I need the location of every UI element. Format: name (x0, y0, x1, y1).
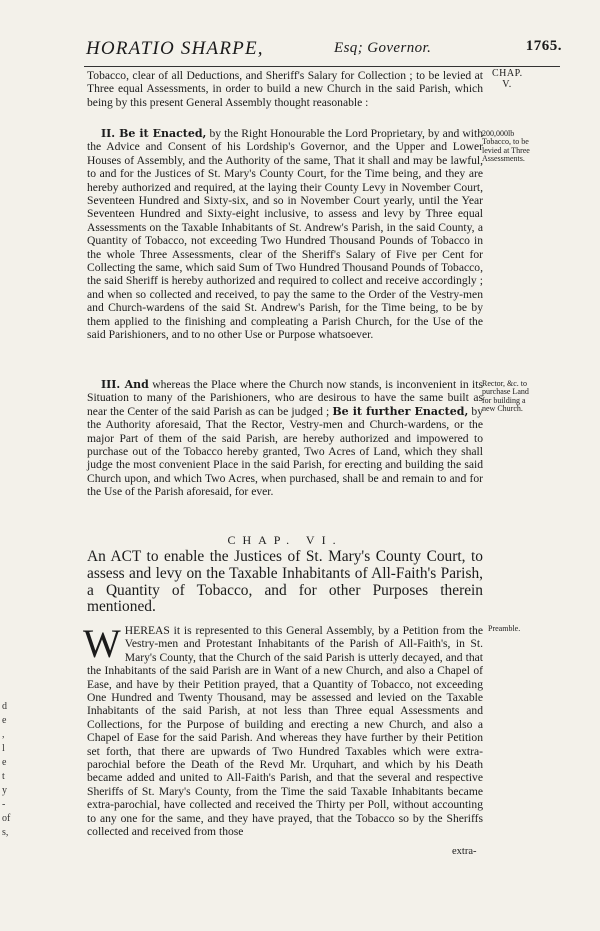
section-ii-paragraph (87, 127, 483, 342)
edge-letter: s, (2, 827, 9, 838)
margin-note-rector: Rector, &c. to purchase Land for building a new Church. (482, 379, 529, 414)
edge-letter: - (2, 799, 6, 810)
chapter-heading: CHAP. VI. (227, 533, 343, 547)
edge-letter: e (2, 715, 7, 726)
header-title: Esq; Governor. (334, 40, 432, 56)
catchword: extra- (452, 846, 477, 857)
edge-letter: y (2, 785, 7, 796)
edge-letter: d (2, 701, 7, 712)
section-iii-enacted: Be it further Enacted, (332, 404, 469, 418)
edge-letter: of (2, 813, 11, 824)
margin-note-preamble: Preamble. (488, 624, 521, 633)
edge-letter: l (2, 743, 5, 754)
edge-letter: , (2, 729, 5, 740)
header-name: HORATIO SHARPE, (86, 38, 264, 59)
section-iii-text-b: by the Authority aforesaid, That the Rector, Vestry-men and Church-wardens, or the major Part of them of the said Parish, are hereby authorized and impowered to purchase out of the Tobacco hereby granted, Two Acres of Land, which they shall judge the most convenient Place in the said Parish, for erecting and building the said Church upon, and which Two Acres, when purchased, shall be and remain to and for the Use of the Parish aforesaid, for ever. (87, 404, 483, 499)
margin-chapter-label: CHAP. V. (492, 68, 523, 90)
header-rule (84, 66, 560, 67)
section-ii-text: by the Right Honourable the Lord Proprietary, by and with the Advice and Consent of his Lordship's Governor, and the Upper and Lower Houses of Assembly, and the Authority of the same, That it shall and may be lawful, to and for the Justices of St. Mary's County Court, for the Time being, and they are hereby authorized and required, at the laying their County Levy in November Court, Seventeen Hundred and Sixty-six, and so in November Court yearly, until the Year Seventeen Hundred and Sixty-eight inclusive, to assess and levy by Three equal Assessments on the Taxable Inhabitants of St. Andrew's Parish, in the said County, a Quantity of Tobacco, not exceeding Two Hundred Thousand Pounds of Tobacco in the whole Three Assessments, clear of the Sheriff's Salary of Five per Cent for Collecting the same, which said Sum of Two Hundred Thousand Pounds of Tobacco, the said Sheriff is hereby authorized and required to collect and receive accordingly ; and when so collected and received, to pay the same to the Order of the Vestry-men and Church-wardens of the said St. Andrew's Parish, for the Time being, to be by them applied to the finishing and compleating a Parish Church, for the Use of the said Parishioners, and to no other Use or Purpose whatsoever. (87, 127, 483, 342)
margin-note-tobacco: 200,000lb Tobacco, to be levied at Three Assessments. (482, 129, 530, 164)
act-title: An ACT to enable the Justices of St. Mary's County Court, to assess and levy on the Taxable Inhabitants of All-Faith's Parish, a Quantity of Tobacco, and for other Purposes therein mentioned. (87, 548, 483, 616)
edge-letter: e (2, 757, 7, 768)
paragraph-continuation: Tobacco, clear of all Deductions, and Sheriff's Salary for Collection ; to be levied at Three equal Assessments, in order to build a new Church in the said Parish, which being by this present General Assembly thought reasonable : (87, 69, 483, 109)
section-iii-text-a: whereas the Place where the Church now stands, is inconvenient in its Situation to many of the Parishioners, who are desirous to have the same built as near the Center of the said Parish as can be judged ; (87, 378, 483, 418)
drop-cap: W (83, 621, 121, 666)
adjacent-page-edge (2, 700, 14, 920)
running-header (86, 38, 562, 64)
section-iii-paragraph (87, 378, 483, 499)
header-year: 1765. (525, 38, 562, 54)
section-iii-lead: III. And (101, 378, 149, 391)
edge-letter: t (2, 771, 5, 782)
preamble-text: HEREAS it is represented to this General Assembly, by a Petition from the Vestry-men and Protestant Inhabitants of the Parish of All-Faith's, in St. Mary's County, that the Church of the said Parish is utterly decayed, and that the Inhabitants of the said Parish are in Want of a new Church, and also a Chapel of Ease, and have by their Petition prayed, that a Quantity of Tobacco, not exceeding One Hundred and Twenty Thousand, may be assessed and levied on the Taxable Inhabitants of the said Parish, at not less than Three equal Assessments and Collections, for the Purpose of building and erecting a new Church, and also a Chapel of Ease for the said Parish. And whereas they have further by their Petition set forth, that there are upwards of Two Hundred Taxables which were extra-parochial before the Death of the Revd Mr. Urquhart, and which by his Death became added and united to All-Faith's Parish, and that the several and respective Sheriffs of St. Mary's County, from the Time the said Taxable Inhabitants became extra-parochial, have collected and received the Thirty per Poll, without accounting to any one for the same, and they have prayed, that the Tobacco so by the Sheriffs collected and received from those (87, 624, 483, 839)
section-ii-lead: II. Be it Enacted, (101, 127, 207, 140)
preamble-paragraph (83, 621, 483, 839)
